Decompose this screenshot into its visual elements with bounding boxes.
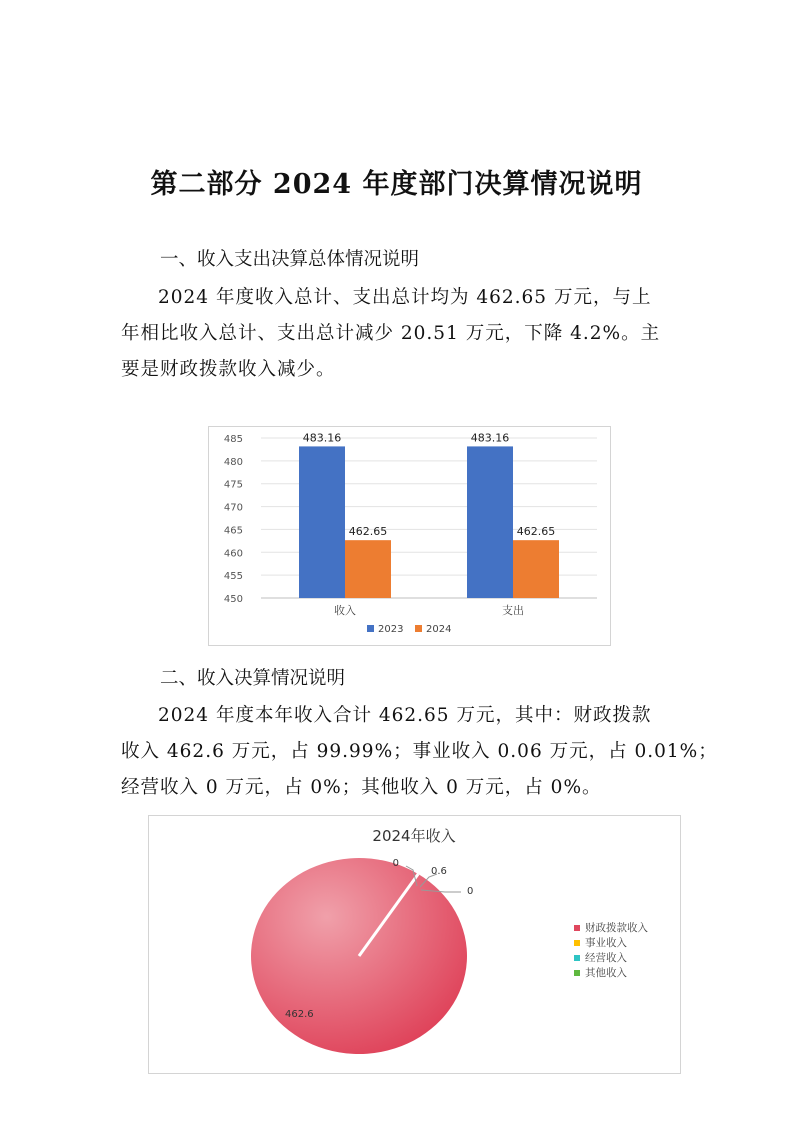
bar-chart-frame bbox=[208, 426, 611, 646]
bar-chart-legend bbox=[367, 624, 451, 635]
y-tick-label: 475 bbox=[223, 479, 243, 491]
legend-swatch bbox=[574, 925, 580, 931]
x-tick-label: 收入 bbox=[334, 604, 356, 617]
y-tick-label: 455 bbox=[223, 571, 243, 583]
legend-label: 2023 bbox=[378, 624, 404, 635]
y-tick-label: 485 bbox=[223, 434, 243, 445]
bar-chart-bars bbox=[299, 431, 559, 598]
y-tick-label: 465 bbox=[223, 525, 243, 537]
legend-swatch bbox=[574, 940, 580, 946]
y-tick-label: 450 bbox=[223, 594, 243, 605]
paragraph-line: 经营收入 0 万元，占 0%；其他收入 0 万元，占 0%。 bbox=[121, 777, 602, 798]
bar-data-label: 483.16 bbox=[470, 431, 510, 445]
legend-swatch bbox=[415, 625, 422, 632]
bar-data-label: 462.65 bbox=[516, 525, 556, 539]
document-title: 第二部分 2024 年度部门决算情况说明 bbox=[150, 169, 643, 200]
pie-chart-slices bbox=[251, 858, 473, 1054]
y-tick-label: 470 bbox=[223, 502, 243, 514]
x-tick-label: 支出 bbox=[502, 604, 524, 617]
bar-data-label: 462.65 bbox=[348, 525, 388, 539]
section-2-heading: 二、收入决算情况说明 bbox=[160, 668, 346, 689]
pie-chart-frame bbox=[148, 815, 681, 1074]
legend-label: 2024 bbox=[426, 624, 452, 635]
pie-slice-0 bbox=[251, 858, 467, 1054]
pie-data-label: 462.6 bbox=[285, 1009, 314, 1020]
pie-data-label: 0 bbox=[467, 886, 474, 897]
pie-data-label: 0.6 bbox=[431, 866, 447, 877]
section-1-paragraph bbox=[121, 280, 681, 388]
legend-label: 经营收入 bbox=[585, 952, 627, 964]
paragraph-line: 2024 年度收入总计、支出总计均为 462.65 万元，与上 bbox=[158, 287, 652, 308]
legend-swatch bbox=[574, 970, 580, 976]
bar-2023-1 bbox=[467, 446, 513, 598]
paragraph-line: 要是财政拨款收入减少。 bbox=[121, 359, 336, 380]
bar-2024-1 bbox=[513, 540, 559, 598]
legend-label: 事业收入 bbox=[585, 937, 627, 949]
legend-label: 财政拨款收入 bbox=[585, 922, 648, 934]
pie-data-label: 0 bbox=[392, 858, 399, 869]
bar-2023-0 bbox=[299, 446, 345, 598]
y-tick-label: 460 bbox=[223, 548, 243, 560]
section-2-paragraph bbox=[121, 698, 718, 806]
pie-chart bbox=[149, 816, 680, 1073]
pie-chart-legend bbox=[574, 921, 648, 979]
bar-2024-0 bbox=[345, 540, 391, 598]
bar-chart bbox=[209, 427, 610, 645]
y-tick-label: 480 bbox=[223, 456, 243, 468]
legend-swatch bbox=[367, 625, 374, 632]
paragraph-line: 2024 年度本年收入合计 462.65 万元，其中：财政拨款 bbox=[158, 705, 652, 726]
section-1-heading: 一、收入支出决算总体情况说明 bbox=[160, 249, 420, 270]
bar-chart-x-axis bbox=[334, 603, 524, 617]
legend-label: 其他收入 bbox=[585, 967, 627, 979]
paragraph-line: 年相比收入总计、支出总计减少 20.51 万元，下降 4.2%。主 bbox=[121, 323, 661, 344]
bar-data-label: 483.16 bbox=[302, 431, 342, 445]
bar-chart-y-axis bbox=[224, 434, 243, 605]
paragraph-line: 收入 462.6 万元，占 99.99%；事业收入 0.06 万元，占 0.01%； bbox=[121, 741, 718, 762]
pie-chart-title: 2024年收入 bbox=[372, 827, 456, 845]
legend-swatch bbox=[574, 955, 580, 961]
